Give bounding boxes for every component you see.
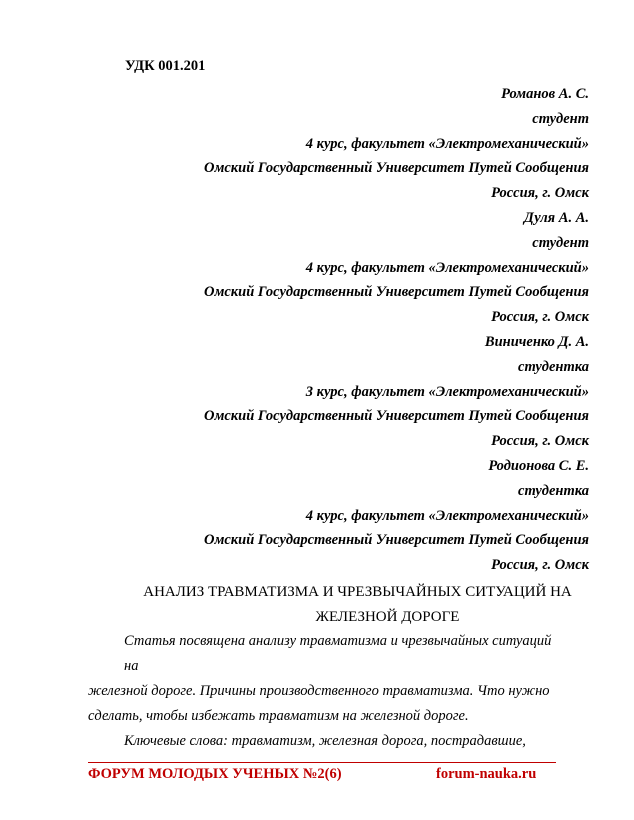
abstract-line: Статья посвящена анализу травматизма и чрезвычайных ситуаций на: [124, 633, 552, 674]
author-location: Россия, г. Омск: [491, 557, 589, 574]
author-course: 4 курс, факультет «Электромеханический»: [305, 507, 589, 524]
author-name: Виниченко Д. А.: [484, 333, 589, 350]
author-university: Омский Государственный Университет Путей Сообщения: [203, 408, 589, 425]
author-course: 3 курс, факультет «Электромеханический»: [305, 383, 589, 400]
author-status: студент: [532, 110, 589, 127]
title-line: АНАЛИЗ ТРАВМАТИЗМА И ЧРЕЗВЫЧАЙНЫХ СИТУАЦИЙ НА: [143, 584, 572, 600]
author-status: студент: [532, 234, 589, 251]
journal-site: forum-nauka.ru: [436, 766, 537, 782]
article-title: [80, 580, 634, 629]
author-name: Романов А. С.: [501, 86, 589, 102]
author-location: Россия, г. Омск: [491, 309, 589, 326]
author-block: [69, 82, 589, 578]
abstract-line: сделать, чтобы избежать травматизм на железной дороге.: [88, 708, 469, 724]
author-location: Россия, г. Омск: [491, 433, 589, 450]
author-course: 4 курс, факультет «Электромеханический»: [305, 259, 589, 276]
footer-divider: [88, 762, 556, 763]
journal-name: ФОРУМ МОЛОДЫХ УЧЕНЫХ №2(6): [88, 766, 342, 782]
author-location: Россия, г. Омск: [491, 185, 589, 202]
keywords: Ключевые слова: травматизм, железная дорога, пострадавшие,: [124, 733, 526, 749]
author-status: студентка: [518, 358, 589, 375]
author-name: Дуля А. А.: [523, 209, 589, 226]
author-name: Родионова С. Е.: [488, 457, 589, 474]
title-line: ЖЕЛЕЗНОЙ ДОРОГЕ: [315, 608, 460, 625]
author-course: 4 курс, факультет «Электромеханический»: [305, 135, 589, 152]
udk-code: УДК 001.201: [125, 58, 206, 74]
abstract: [88, 629, 558, 754]
author-university: Омский Государственный Университет Путей Сообщения: [203, 532, 589, 549]
author-university: Омский Государственный Университет Путей Сообщения: [203, 284, 589, 301]
author-university: Омский Государственный Университет Путей Сообщения: [203, 160, 589, 177]
abstract-line: железной дороге. Причины производственного травматизма. Что нужно: [88, 683, 550, 699]
author-status: студентка: [518, 482, 589, 499]
